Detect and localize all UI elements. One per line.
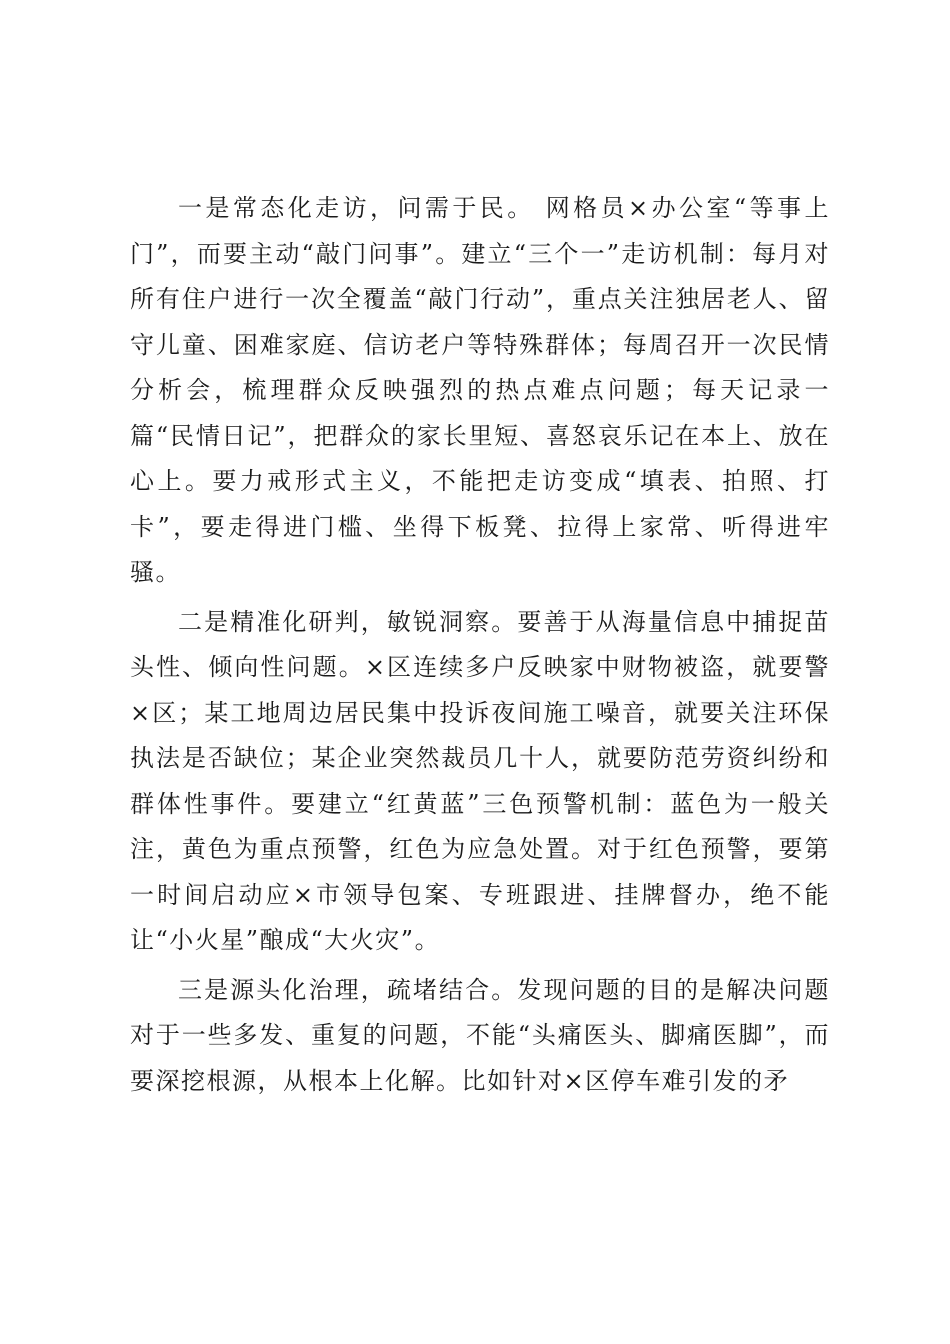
paragraph-1: 一是常态化走访，问需于民。 网格员×办公室“等事上门”，而要主动“敲门问事”。建立“三个一”走访机制：每月对所有住户进行一次全覆盖“敲门行动”，重点关注独居老人、留守儿童、困难家庭、信访老户等特殊群体；每周召开一次民情分析会，梳理群众反映强烈的热点难点问题；每天记录一篇“民情日记”，把群众的家长里短、喜怒哀乐记在本上、放在心上。要力戒形式主义，不能把走访变成“填表、拍照、打卡”，要走得进门槛、坐得下板凳、拉得上家常、听得进牢骚。 bbox=[130, 194, 830, 586]
paragraph-3: 三是源头化治理，疏堵结合。发现问题的目的是解决问题对于一些多发、重复的问题，不能“头痛医头、脚痛医脚”，而要深挖根源，从根本上化解。比如针对×区停车难引发的矛 bbox=[130, 975, 830, 1095]
paragraph-2: 二是精准化研判，敏锐洞察。要善于从海量信息中捕捉苗头性、倾向性问题。×区连续多户反映家中财物被盗，就要警×区；某工地周边居民集中投诉夜间施工噪音，就要关注环保执法是否缺位；某企业突然裁员几十人，就要防范劳资纠纷和群体性事件。要建立“红黄蓝”三色预警机制：蓝色为一般关注，黄色为重点预警，红色为应急处置。对于红色预警，要第一时间启动应×市领导包案、专班跟进、挂牌督办，绝不能让“小火星”酿成“大火灾”。 bbox=[130, 607, 830, 954]
document-body bbox=[130, 186, 830, 1108]
